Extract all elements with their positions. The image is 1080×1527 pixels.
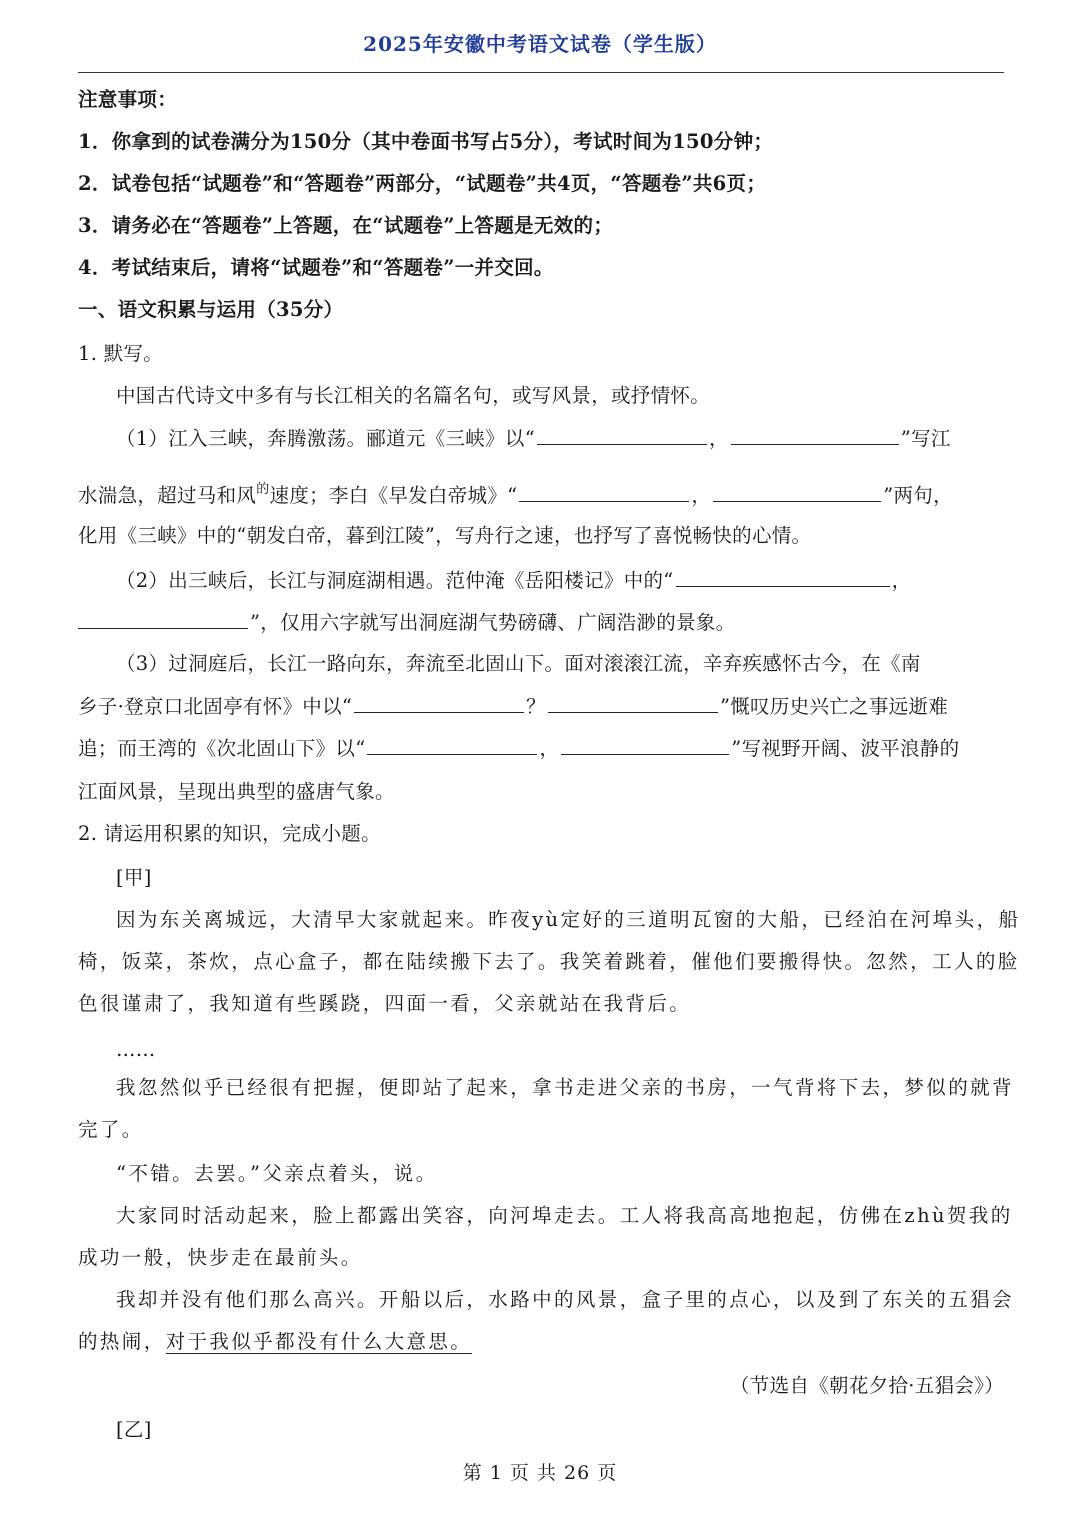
superscript-text: 的	[256, 482, 270, 497]
passage-jia-line: “不错。去罢。”父亲点着头，说。	[116, 1162, 438, 1185]
question-1-intro: 中国古代诗文中多有与长江相关的名篇名句，或写风景，或抒情怀。	[116, 384, 711, 407]
q1-part3-line2	[78, 690, 948, 723]
passage-source: （节选自《朝花夕拾·五猖会》）	[730, 1374, 1004, 1397]
q1-part1-line2	[78, 474, 953, 512]
q1-part2-line2	[78, 606, 735, 639]
answer-blank[interactable]	[713, 479, 881, 502]
passage-text: 的热闹，	[78, 1330, 166, 1353]
q1-part3-text-d: 追；而王湾的《次北固山下》以“	[78, 737, 366, 760]
q1-part1-line1	[116, 422, 951, 455]
q1-part1-line3: 化用《三峡》中的“朝发白帝，暮到江陵”，写舟行之速，也抒写了喜悦畅快的心情。	[78, 524, 812, 547]
page-number: 第 1 页 共 26 页	[462, 1462, 618, 1484]
q1-part1-text-b: ”写江	[900, 427, 951, 450]
q1-part2-line1	[116, 564, 911, 597]
q1-part2-text-a: （2）出三峡后，长江与洞庭湖相遇。范仲淹《岳阳楼记》中的“	[116, 569, 674, 592]
comma: ，	[891, 569, 912, 592]
q1-part3-line1: （3）过洞庭后，长江一路向东，奔流至北固山下。面对滚滚江流，辛弃疾感怀古今，在《南	[116, 652, 921, 675]
passage-label-jia: [甲]	[116, 866, 152, 889]
passage-label-yi: [乙]	[116, 1418, 152, 1441]
answer-blank[interactable]	[676, 564, 890, 587]
passage-jia-line: 我却并没有他们那么高兴。开船以后，水路中的风景，盒子里的点心，以及到了东关的五猖会	[116, 1288, 1014, 1311]
comma: ，	[708, 427, 729, 450]
passage-jia-line: 因为东关离城远，大清早大家就起来。昨夜yù定好的三道明瓦窗的大船，已经泊在河埠头，船	[116, 908, 1021, 931]
passage-jia-line: 我忽然似乎已经很有把握，便即站了起来，拿书走进父亲的书房，一气背将下去，梦似的就背	[116, 1076, 1014, 1099]
q1-part3-line4: 江面风景，呈现出典型的盛唐气象。	[78, 780, 395, 803]
underlined-sentence: 对于我似乎都没有什么大意思。	[165, 1330, 473, 1353]
comma: ，	[539, 737, 560, 760]
passage-jia-line	[78, 1326, 472, 1358]
passage-jia-line: 完了。	[78, 1118, 144, 1141]
notice-item-1: 1．你拿到的试卷满分为150分（其中卷面书写占5分），考试时间为150分钟；	[78, 130, 774, 153]
question-mark: ？	[526, 695, 546, 718]
question-2-title: 2. 请运用积累的知识，完成小题。	[78, 822, 381, 845]
page-title: 2025年安徽中考语文试卷（学生版）	[363, 32, 717, 56]
answer-blank[interactable]	[537, 422, 707, 445]
answer-blank[interactable]	[519, 479, 689, 502]
notice-heading: 注意事项：	[78, 88, 178, 111]
notice-item-4: 4．考试结束后，请将“试题卷”和“答题卷”一并交回。	[78, 256, 554, 279]
passage-jia-line: 色很谨肃了，我知道有些蹊跷，四面一看，父亲就站在我背后。	[78, 992, 692, 1015]
q1-part3-text-c: ”慨叹历史兴亡之事远逝难	[719, 695, 949, 718]
section-title: 一、语文积累与运用（35分）	[78, 298, 344, 321]
question-1-title: 1. 默写。	[78, 342, 164, 365]
passage-jia-line: 成功一般，快步走在最前头。	[78, 1246, 363, 1269]
answer-blank[interactable]	[548, 690, 718, 713]
notice-item-3: 3．请务必在“答题卷”上答题，在“试题卷”上答题是无效的；	[78, 214, 614, 237]
header-divider	[78, 72, 1004, 73]
answer-blank[interactable]	[731, 422, 899, 445]
q1-part3-line3	[78, 732, 959, 765]
q1-part3-text-b: 乡子·登京口北固亭有怀》中以“	[78, 695, 353, 718]
passage-jia-line: 大家同时活动起来，脸上都露出笑容，向河埠走去。工人将我高高地抱起，仿佛在zhù贺我的	[116, 1204, 1013, 1227]
q1-part1-text-d: 速度；李白《早发白帝城》“	[269, 484, 518, 507]
q1-part1-text-c: 水湍急，超过马和风	[78, 484, 257, 507]
q1-part1-text-e: ”两句，	[883, 484, 953, 507]
ellipsis: ……	[116, 1038, 156, 1061]
passage-jia-line: 椅，饭菜，茶炊，点心盒子，都在陆续搬下去了。我笑着跳着，催他们要搬得快。忽然，工人的脸	[78, 950, 1020, 973]
answer-blank[interactable]	[78, 606, 248, 629]
q1-part1-text-a: （1）江入三峡，奔腾激荡。郦道元《三峡》以“	[116, 427, 535, 450]
q1-part3-text-e: ”写视野开阔、波平浪静的	[731, 737, 960, 760]
answer-blank[interactable]	[354, 690, 524, 713]
answer-blank[interactable]	[367, 732, 537, 755]
comma: ，	[691, 484, 712, 507]
answer-blank[interactable]	[561, 732, 729, 755]
q1-part2-text-b: ”，仅用六字就写出洞庭湖气势磅礴、广阔浩渺的景象。	[250, 611, 736, 634]
notice-item-2: 2．试卷包括“试题卷”和“答题卷”两部分，“试题卷”共4页，“答题卷”共6页；	[78, 172, 767, 195]
